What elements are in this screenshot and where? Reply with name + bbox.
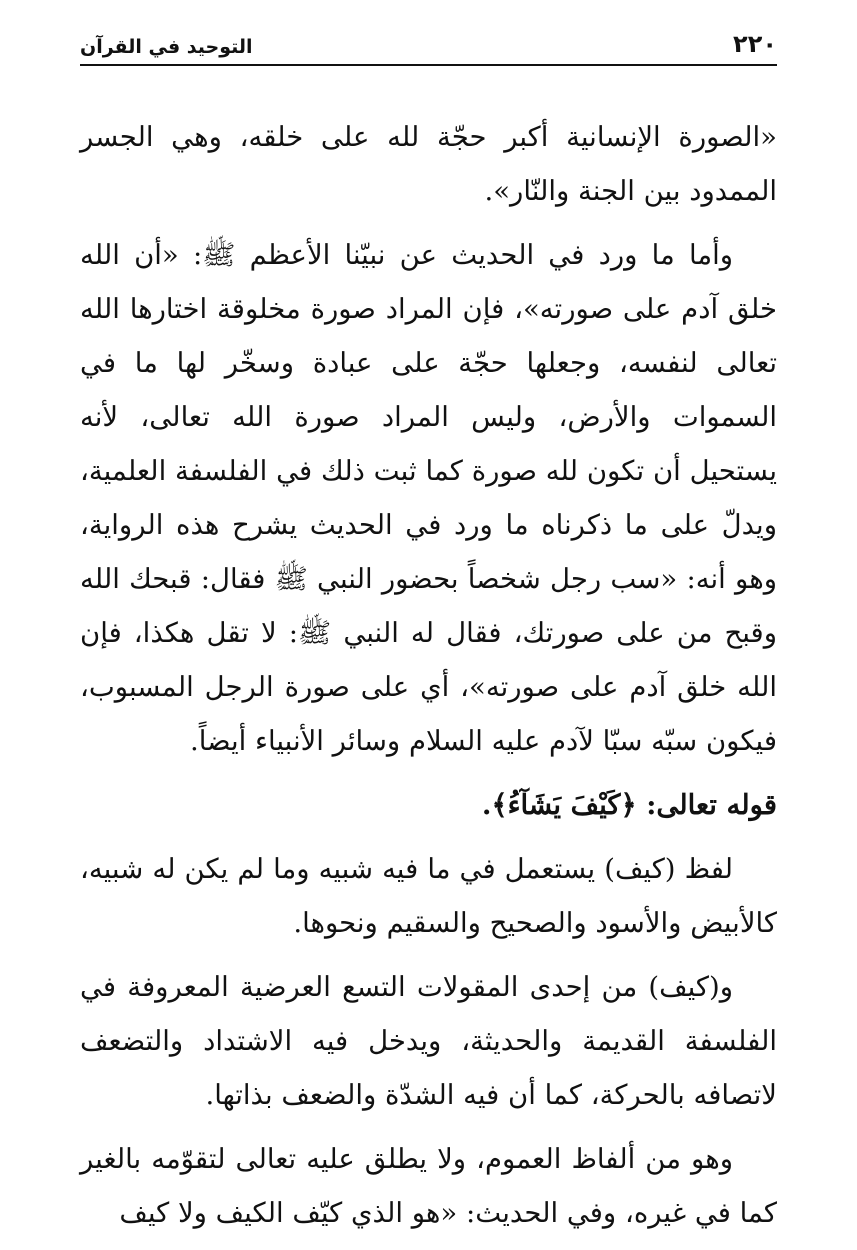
section-heading <box>80 778 777 832</box>
running-title: التوحيد في القرآن <box>80 36 253 58</box>
heading-suffix: . <box>481 789 492 821</box>
paragraph-kayf-definition: لفظ (كيف) يستعمل في ما فيه شبيه وما لم يكن له شبيه، كالأبيض والأسود والصحيح والسقيم ونحوها. <box>80 853 777 939</box>
running-header <box>80 22 777 66</box>
heading-prefix: قوله تعالى: <box>646 789 777 821</box>
verse-quote: ﴿كَيْفَ يَشَآءُ﴾ <box>491 789 637 821</box>
paragraph-hadith: وأما ما ورد في الحديث عن نبيّنا الأعظم ﷺ: «أن الله خلق آدم على صورته»، فإن المراد صورة مخلوقة اختارها الله تعالى لنفسه، وجعلها حجّة على عبادة وسخّر لها ما في السموات والأرض، وليس المراد صورة الله تعالى، لأنه يستحيل أن تكون لله صورة كما ثبت ذلك في الفلسفة العلمية، ويدلّ على ما ذكرناه ما ورد في الحديث يشرح هذه الرواية، وهو أنه: «سب رجل شخصاً بحضور النبي ﷺ فقال: قبحك الله وقبح من على صورتك، فقال له النبي ﷺ: لا تقل هكذا، فإن الله خلق آدم على صورته»، أي على صورة الرجل المسبوب، فيكون سبّه سبّا لآدم عليه السلام وسائر الأنبياء أيضاً. <box>80 239 777 757</box>
page-body <box>80 110 777 1250</box>
paragraph-kayf-category: و(كيف) من إحدى المقولات التسع العرضية المعروفة في الفلسفة القديمة والحديثة، ويدخل فيه الاشتداد والتضعف لاتصافه بالحركة، كما أن فيه الشدّة والضعف بذاتها. <box>80 971 777 1111</box>
paragraph-quote: «الصورة الإنسانية أكبر حجّة لله على خلقه، وهي الجسر الممدود بين الجنة والنّار». <box>80 121 777 207</box>
paragraph-kayf-generality: وهو من ألفاظ العموم، ولا يطلق عليه تعالى لتقوّمه بالغير كما في غيره، وفي الحديث: «هو الذي كيّف الكيف ولا كيف <box>80 1143 777 1229</box>
page-number: ٢٢٠ <box>733 30 777 58</box>
